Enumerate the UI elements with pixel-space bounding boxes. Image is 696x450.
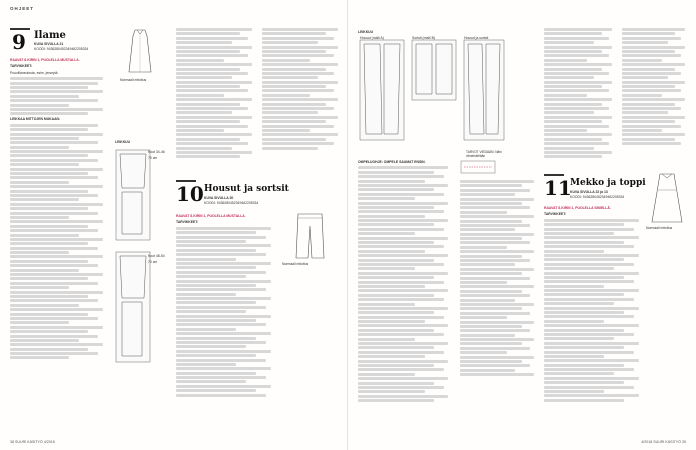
size-note-10: Normaali mitoitus [282, 262, 309, 266]
cutting-label-2: LEIKKUU [358, 30, 374, 34]
item-code-11: KOODI: 9436280452349462205334 [570, 195, 625, 199]
item-title: Ilame [34, 30, 66, 41]
tarvikkeet-heading-11: TARVIKKEET: [544, 212, 567, 217]
item-title-11: Mekko ja toppi [570, 178, 646, 188]
cutting-layout [112, 148, 172, 368]
number-rule [10, 28, 30, 30]
item-number: 9 [12, 30, 26, 54]
item-subtitle-10: KUVA SIVULLA 20 [204, 196, 234, 200]
size-note-11: Normaali mitoitus [646, 226, 673, 230]
size-range-2: Koot 48-54 [148, 254, 165, 258]
item-title-10: Housut ja sortsit [204, 184, 289, 194]
width-2: 70 cm [148, 260, 158, 264]
section-note: RAAVAT 8-KIRIN 1, PUOLELLA MUSTALLA. [10, 58, 80, 62]
column-6 [544, 28, 616, 160]
dress-sketch [125, 28, 155, 74]
section-label: OHJEET [10, 6, 35, 11]
tarvikkeet-heading-10: TARVIKKEET: [176, 220, 199, 225]
size-range-1: Koot 34-46 [148, 150, 165, 154]
cutting-label: LEIKKUU [115, 140, 131, 144]
paragraph: Puuvillaneulosta, esim. jerseytä [10, 70, 58, 75]
panel-a-label: Housut (malli A) [360, 36, 384, 40]
item-subtitle: KUVA SIVULLA 21 [34, 42, 64, 46]
right-page [348, 0, 696, 450]
ompele-heading: OMPELUOHJE: OMPELE SAUMAT ENSIN. [358, 160, 426, 164]
dress-sketch-11 [648, 172, 686, 224]
panel-c-label: Housut ja sortsit [464, 36, 489, 40]
finish-note: TARVOT VIEDÄÄN: Näin viimeistellään [466, 150, 502, 158]
item-number-10: 10 [176, 182, 204, 206]
section-note-11: RAAVAT 8-KIRIN 1, PUOLELLA SINIELLÄ. [544, 206, 611, 210]
width-1: 70 cm [148, 156, 158, 160]
item-code-10: KOODI: 9436280452349462205334 [204, 201, 259, 205]
column-8 [544, 206, 644, 403]
leikkaa-heading: LEIKKAA MITTOJEN MUKAAN: [10, 117, 61, 122]
footer-left: 38 SUURI KÄSITYÖ 4/2018 [10, 440, 55, 444]
seam-diagram [460, 160, 496, 174]
column-5 [460, 180, 538, 378]
column-4 [358, 158, 453, 404]
column-7 [622, 28, 688, 147]
item-number-11: 11 [544, 176, 572, 200]
column-3 [262, 28, 342, 151]
tarvikkeet-heading: TARVIKKEET: [10, 64, 33, 69]
item-code: KOODI: 9436280452349462205334 [34, 47, 89, 51]
cutting-layout-2 [358, 38, 508, 148]
column-2b [176, 214, 276, 398]
panel-b-label: Sortsit (malli B) [412, 36, 435, 40]
footer-right: 4/2018 SUURI KÄSITYÖ 39 [641, 440, 686, 444]
column-2 [176, 28, 256, 160]
column-1 [10, 58, 108, 361]
pants-sketch [290, 212, 330, 260]
item-subtitle-11: KUVA SIVULLA 22 ja 13 [570, 190, 608, 194]
size-note: Normaali mitoitus [120, 78, 147, 82]
section-note-10: RAAVAT 8-KIRIN 1, PUOLELLA MUSTALLA. [176, 214, 246, 218]
